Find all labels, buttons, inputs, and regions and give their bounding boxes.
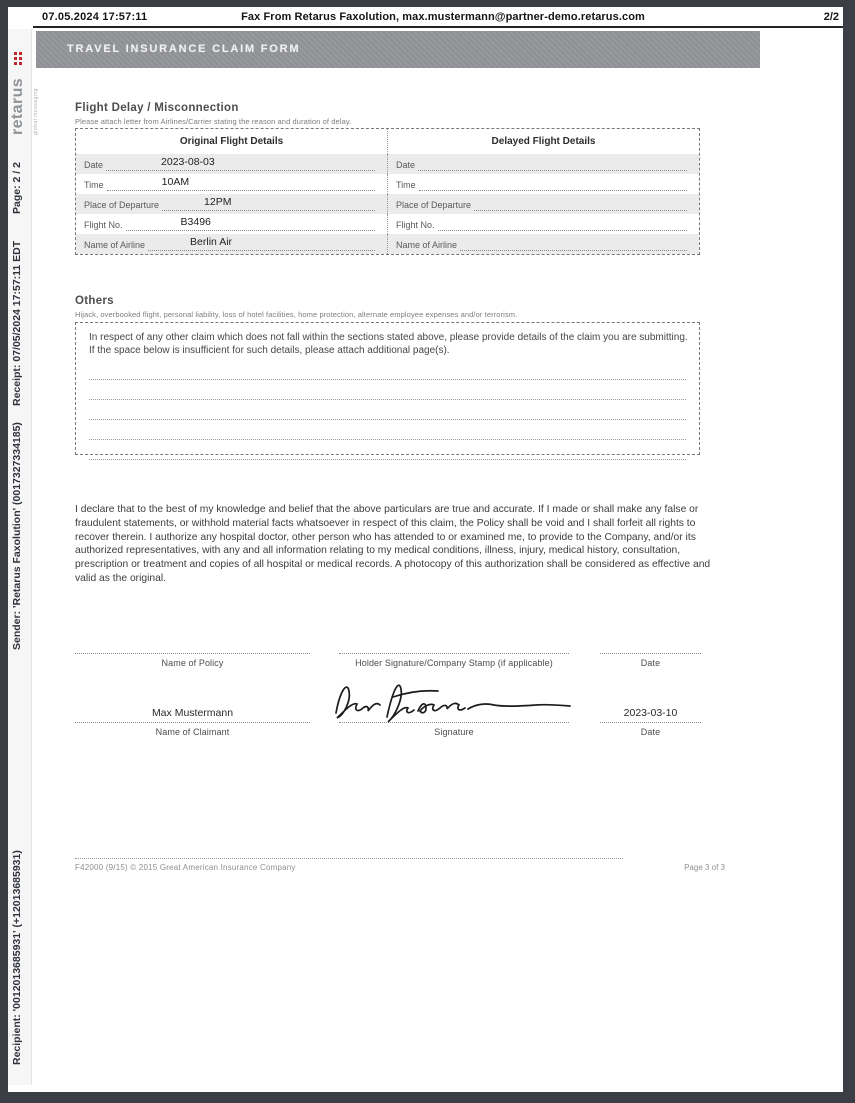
date-label-1: Date [640,658,661,668]
date-block-2 [600,706,701,737]
fax-datetime: 07.05.2024 17:57:11 [42,11,148,23]
date-delayed-field [418,156,687,171]
column-header-delayed: Delayed Flight Details [387,129,699,154]
footer-rule [75,858,623,859]
departure-original-field: 12PM [162,196,375,211]
fax-page [8,7,843,1092]
field-label: Time [84,180,104,190]
claimant-name-label: Name of Claimant [155,727,230,737]
fax-page-indicator: 2/2 [823,11,839,23]
signature-line [600,722,701,723]
margin-sender-label: Sender: 'Retarus Faxolution' (0017327334185) [11,422,23,650]
fax-from-line: Fax From Retarus Faxolution, max.mustermann@partner-demo.retarus.com [241,11,645,23]
time-original-field: 10AM [107,176,375,191]
blank-write-line [89,420,686,440]
airline-delayed-field [460,236,687,251]
table-row [76,154,699,174]
field-label: Place of Departure [396,200,472,210]
flight-section-heading: Flight Delay / Misconnection [75,102,239,114]
blank-write-line [89,357,686,380]
field-label: Flight No. [84,220,123,230]
claimant-name-block [75,706,310,737]
footer-form-number: F42000 (9/15) © 2015 Great American Insurance Company [75,863,296,872]
field-label: Time [396,180,416,190]
form-title-bar: TRAVEL INSURANCE CLAIM FORM [36,31,760,68]
field-label: Date [84,160,104,170]
others-claim-box [75,322,700,455]
table-row [76,194,699,214]
field-label: Date [396,160,416,170]
departure-delayed-field [474,196,687,211]
retarus-logo-dots-icon [13,59,23,74]
date-label-2: Date [640,727,661,737]
blank-write-line [89,380,686,400]
footer-page-number: Page 3 of 3 [684,863,725,872]
others-section-heading: Others [75,295,114,307]
date-original-field: 2023-08-03 [106,156,375,171]
signature-line [75,722,310,723]
claimant-name-value: Max Mustermann [151,707,234,719]
date-block-1 [600,653,701,668]
handwritten-signature [330,671,580,725]
signature-line [75,653,310,654]
field-label: Name of Airline [84,240,146,250]
airline-original-field: Berlin Air [148,236,375,251]
declaration-paragraph: I declare that to the best of my knowledge and belief that the above particulars are true and accurate. If I made or shall make any false or fraudulent statements, or withhold material facts whatsoever in respect of this claim, the Policy shall be void and I shall forfeit all rights to recover therein. I authorize any hospital doctor, other person who has attended to or examined me, to provide to the Company, and/or its authorized representatives, with any and all information relating to my medical conditions, illness, injury, medical history, consultation, prescription or treatment and copies of all hospital or medical records. A photocopy of this authorization shall be considered as effective and valid as the original. [75,504,711,584]
table-row [76,214,699,234]
table-row [76,234,699,254]
blank-write-line [89,440,686,460]
retarus-logo-tagline: global messaging [33,88,39,135]
others-section-subheading: Hijack, overbooked flight, personal liability, loss of hotel facilities, home protection, alternate employee expenses and/or terrorism. [75,310,518,319]
flight-table-header [76,129,699,154]
retarus-logo-text: retarus [9,77,26,135]
flight-details-table [75,128,700,255]
margin-recipient-label: Recipient: '0012013685931' (+12013685931) [11,850,23,1065]
margin-receipt-label: Receipt: 07/05/2024 17:57:11 EDT [11,240,23,406]
field-label: Place of Departure [84,200,160,210]
flightno-original-field: B3496 [126,216,375,231]
signature-date-value: 2023-03-10 [623,707,678,719]
signature-line [339,653,569,654]
holder-signature-block [339,653,569,668]
time-delayed-field [419,176,687,191]
table-row [76,174,699,194]
margin-page-label: Page: 2 / 2 [11,162,23,214]
field-label: Flight No. [396,220,435,230]
field-label: Name of Airline [396,240,458,250]
signature-line [600,653,701,654]
blank-write-line [89,400,686,420]
flight-section-subheading: Please attach letter from Airlines/Carrier stating the reason and duration of delay. [75,117,352,126]
signature-label: Signature [434,727,474,737]
others-instructions: In respect of any other claim which does not fall within the sections stated above, please provide details of the claim you are submitting. If the space below is insufficient for such details, please attach additional page(s). [89,332,688,356]
column-header-original: Original Flight Details [179,136,284,147]
policy-name-label: Name of Policy [161,658,224,668]
others-blank-lines [89,357,686,460]
holder-signature-label: Holder Signature/Company Stamp (if applicable) [355,658,553,668]
fax-header-rule [33,26,843,28]
policy-name-block [75,653,310,668]
flightno-delayed-field [438,216,687,231]
